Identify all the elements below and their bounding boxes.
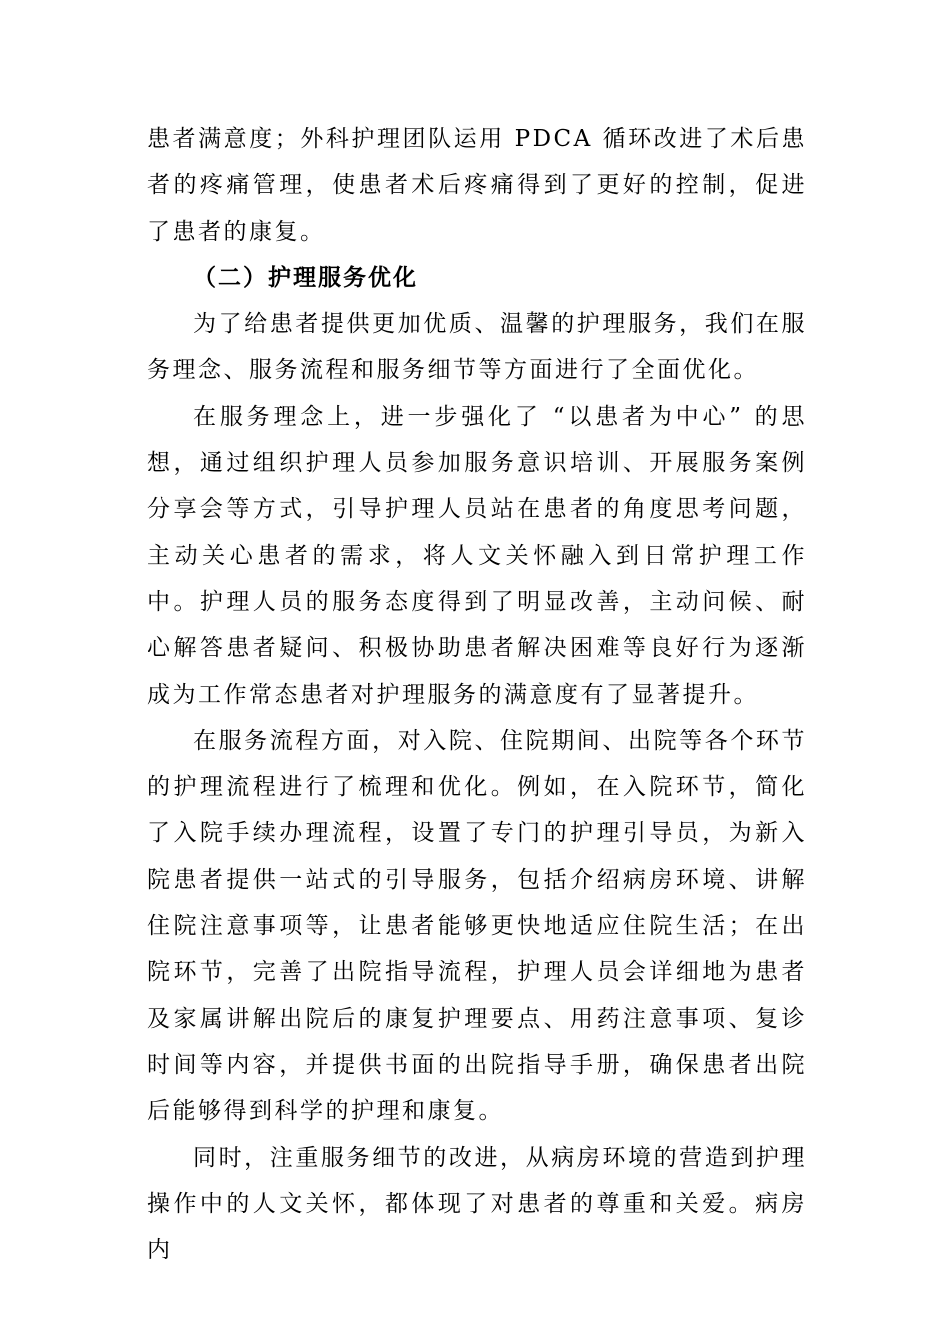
paragraph-service-details: 同时，注重服务细节的改进，从病房环境的营造到护理操作中的人文关怀，都体现了对患者的尊重和关爱。病房内: [147, 1144, 807, 1264]
document-body: [147, 116, 807, 1273]
paragraph-service-concept: 在服务理念上，进一步强化了 “以患者为中心” 的思想，通过组织护理人员参加服务意识培训、开展服务案例分享会等方式，引导护理人员站在患者的角度思考问题，主动关心患者的需求，将人文关怀融入到日常护理工作中。护理人员的服务态度得到了明显改善，主动问候、耐心解答患者疑问、积极协助患者解决困难等良好行为逐渐成为工作常态患者对护理服务的满意度有了显著提升。: [147, 403, 807, 708]
section-heading: （二）护理服务优化: [193, 263, 418, 291]
paragraph-continuation: 患者满意度；外科护理团队运用 PDCA 循环改进了术后患者的疼痛管理，使患者术后疼痛得到了更好的控制，促进了患者的康复。: [147, 126, 807, 245]
paragraph-service-process: 在服务流程方面，对入院、住院期间、出院等各个环节的护理流程进行了梳理和优化。例如，在入院环节，简化了入院手续办理流程，设置了专门的护理引导员，为新入院患者提供一站式的引导服务，包括介绍病房环境、讲解住院注意事项等，让患者能够更快地适应住院生活；在出院环节，完善了出院指导流程，护理人员会详细地为患者及家属讲解出院后的康复护理要点、用药注意事项、复诊时间等内容，并提供书面的出院指导手册，确保患者出院后能够得到科学的护理和康复。: [147, 727, 807, 1125]
paragraph-intro: 为了给患者提供更加优质、温馨的护理服务，我们在服务理念、服务流程和服务细节等方面进行了全面优化。: [147, 311, 807, 384]
